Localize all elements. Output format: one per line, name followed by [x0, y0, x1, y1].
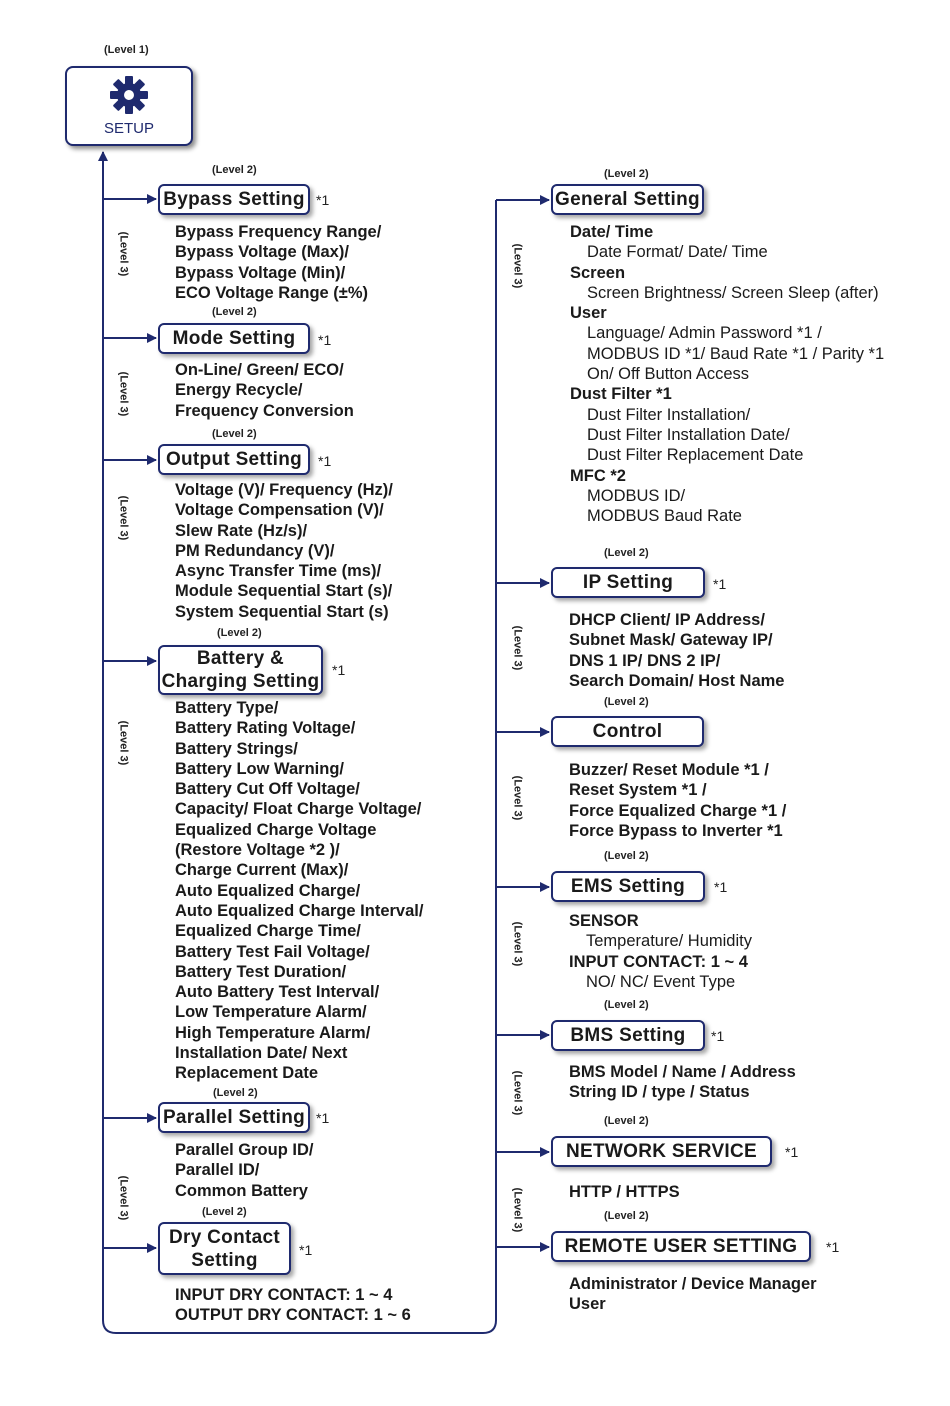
- level-2-label: (Level 2): [604, 850, 649, 862]
- dry-contact-setting-title-line: Setting: [191, 1249, 258, 1271]
- control-button[interactable]: [551, 716, 704, 747]
- bms-setting-footnote: *1: [711, 1028, 725, 1044]
- menu-item: Low Temperature Alarm/: [175, 1003, 367, 1022]
- level-2-label: (Level 2): [604, 696, 649, 708]
- menu-item: Date/ Time: [570, 223, 654, 241]
- battery-charging-setting-title-line: Charging Setting: [161, 671, 320, 692]
- control-items: [569, 760, 786, 841]
- menu-item: Module Sequential Start (s)/: [175, 582, 393, 601]
- remote-user-setting-items: [569, 1274, 817, 1315]
- menu-item: Common Battery: [175, 1181, 308, 1200]
- battery-charging-setting-items: [175, 698, 423, 1084]
- mode-setting-title-line: Mode Setting: [172, 328, 296, 349]
- menu-item: Energy Recycle/: [175, 381, 303, 400]
- menu-item: ECO Voltage Range (±%): [175, 283, 369, 302]
- level-2-label: (Level 2): [212, 306, 257, 318]
- menu-item: MODBUS ID/: [587, 486, 686, 505]
- gear-icon: [109, 75, 149, 115]
- menu-item: BMS Model / Name / Address: [569, 1063, 796, 1081]
- general-setting-button[interactable]: [551, 184, 704, 215]
- menu-item: Screen Brightness/ Screen Sleep (after): [587, 283, 879, 302]
- menu-item: SENSOR: [569, 912, 639, 930]
- menu-item: Bypass Voltage (Max)/: [175, 243, 349, 262]
- menu-item: Administrator / Device Manager: [569, 1275, 817, 1293]
- menu-item: Force Bypass to Inverter *1: [569, 821, 783, 840]
- output-setting-button[interactable]: [158, 444, 310, 475]
- dry-contact-setting-items: [175, 1285, 411, 1326]
- menu-item: Dust Filter Replacement Date: [587, 446, 804, 465]
- ip-setting-title-line: IP Setting: [582, 572, 674, 593]
- level-3-label: (Level 3): [511, 625, 524, 671]
- menu-item: Equalized Charge Voltage: [175, 820, 377, 839]
- setup-button[interactable]: [65, 66, 193, 146]
- level-2-label: (Level 2): [212, 164, 257, 176]
- level-2-label: (Level 2): [604, 547, 649, 559]
- menu-item: Voltage Compensation (V)/: [175, 501, 384, 520]
- battery-charging-setting-button[interactable]: [158, 645, 323, 695]
- menu-item: HTTP / HTTPS: [569, 1183, 680, 1201]
- menu-item: Dust Filter Installation/: [587, 405, 751, 424]
- mode-setting-footnote: *1: [318, 332, 332, 348]
- menu-item: Battery Test Duration/: [175, 962, 347, 981]
- menu-item: Charge Current (Max)/: [175, 861, 349, 880]
- ip-setting-button[interactable]: [551, 567, 705, 598]
- output-setting-items: [175, 480, 393, 622]
- menu-item: (Restore Voltage *2 )/: [175, 841, 340, 860]
- network-service-items: [569, 1182, 680, 1202]
- menu-item: OUTPUT DRY CONTACT: 1 ~ 6: [175, 1306, 411, 1325]
- menu-item: Battery Rating Voltage/: [175, 719, 356, 738]
- menu-item: Dust Filter Installation Date/: [587, 425, 790, 444]
- menu-item: Auto Equalized Charge/: [175, 881, 361, 900]
- menu-item: MODBUS Baud Rate: [587, 507, 742, 526]
- menu-item: Parallel Group ID/: [175, 1141, 314, 1159]
- ems-setting-items: [569, 911, 752, 992]
- level-3-label: (Level 3): [117, 720, 130, 766]
- menu-item: Battery Cut Off Voltage/: [175, 780, 360, 799]
- menu-item: Buzzer/ Reset Module *1 /: [569, 761, 769, 779]
- menu-item: Date Format/ Date/ Time: [587, 243, 768, 262]
- menu-item: Equalized Charge Time/: [175, 922, 361, 941]
- control-title-line: Control: [592, 721, 663, 742]
- remote-user-setting-title-line: REMOTE USER SETTING: [564, 1236, 798, 1257]
- level-3-label: (Level 3): [117, 1175, 130, 1221]
- menu-item: Battery Type/: [175, 699, 279, 717]
- output-setting-footnote: *1: [318, 453, 332, 469]
- setup-label: SETUP: [103, 120, 154, 137]
- menu-item: Temperature/ Humidity: [586, 932, 752, 951]
- menu-item: User: [569, 1295, 606, 1314]
- network-service-footnote: *1: [785, 1144, 799, 1160]
- menu-item: Battery Test Fail Voltage/: [175, 942, 370, 961]
- parallel-setting-footnote: *1: [316, 1110, 330, 1126]
- level-2-label: (Level 2): [212, 428, 257, 440]
- bypass-setting-title-line: Bypass Setting: [163, 189, 305, 210]
- level-2-label: (Level 2): [604, 999, 649, 1011]
- menu-item: Language/ Admin Password *1 /: [587, 324, 822, 343]
- ip-setting-items: [569, 610, 784, 691]
- level-2-label: (Level 2): [202, 1206, 247, 1218]
- network-service-button[interactable]: [551, 1136, 772, 1167]
- level-2-label: (Level 2): [217, 627, 262, 639]
- ems-setting-footnote: *1: [714, 879, 728, 895]
- level-3-label: (Level 3): [117, 231, 130, 277]
- menu-item: Parallel ID/: [175, 1161, 260, 1180]
- bms-setting-title-line: BMS Setting: [570, 1025, 686, 1046]
- menu-item: Frequency Conversion: [175, 401, 354, 420]
- menu-item: Slew Rate (Hz/s)/: [175, 521, 308, 540]
- network-service-title-line: NETWORK SERVICE: [565, 1141, 757, 1162]
- menu-item: Dust Filter *1: [570, 385, 672, 404]
- level-3-label: (Level 3): [511, 243, 524, 289]
- level-1-label: (Level 1): [104, 44, 149, 56]
- dry-contact-setting-footnote: *1: [299, 1242, 313, 1258]
- parallel-setting-button[interactable]: [158, 1102, 310, 1133]
- level-3-label: (Level 3): [511, 775, 524, 821]
- menu-item: High Temperature Alarm/: [175, 1023, 371, 1042]
- menu-item: Auto Battery Test Interval/: [175, 983, 380, 1002]
- menu-item: NO/ NC/ Event Type: [586, 972, 736, 991]
- battery-charging-setting-title-line: Battery &: [196, 648, 285, 669]
- menu-item: Force Equalized Charge *1 /: [569, 801, 787, 820]
- menu-item: On/ Off Button Access: [587, 365, 750, 384]
- parallel-setting-items: [175, 1140, 313, 1201]
- bypass-setting-items: [175, 222, 381, 303]
- menu-item: Auto Equalized Charge Interval/: [175, 901, 424, 920]
- bypass-setting-button[interactable]: [158, 184, 310, 215]
- level-3-label: (Level 3): [511, 1070, 524, 1116]
- level-3-label: (Level 3): [117, 371, 130, 417]
- mode-setting-items: [175, 360, 354, 421]
- menu-item: MODBUS ID *1/ Baud Rate *1 / Parity *1: [587, 344, 885, 363]
- menu-item: INPUT DRY CONTACT: 1 ~ 4: [175, 1286, 393, 1304]
- menu-item: User: [570, 304, 607, 323]
- ip-setting-footnote: *1: [713, 576, 727, 592]
- battery-charging-setting-footnote: *1: [332, 662, 346, 678]
- menu-item: Subnet Mask/ Gateway IP/: [569, 631, 773, 650]
- menu-item: System Sequential Start (s): [175, 602, 389, 621]
- bms-setting-items: [569, 1062, 796, 1103]
- menu-item: MFC *2: [570, 466, 626, 485]
- bms-setting-button[interactable]: [551, 1020, 705, 1051]
- level-2-label: (Level 2): [604, 168, 649, 180]
- ems-setting-button[interactable]: [551, 871, 705, 902]
- menu-item: Search Domain/ Host Name: [569, 671, 785, 690]
- bypass-setting-footnote: *1: [316, 192, 330, 208]
- mode-setting-button[interactable]: [158, 323, 310, 354]
- menu-item: PM Redundancy (V)/: [175, 541, 335, 560]
- level-3-label: (Level 3): [511, 921, 524, 967]
- menu-item: On-Line/ Green/ ECO/: [175, 361, 344, 379]
- level-3-label: (Level 3): [117, 495, 130, 541]
- level-2-label: (Level 2): [213, 1087, 258, 1099]
- menu-item: Installation Date/ Next: [175, 1044, 348, 1063]
- general-setting-items: [570, 222, 884, 526]
- dry-contact-setting-title-line: Dry Contact: [169, 1226, 280, 1248]
- menu-item: Async Transfer Time (ms)/: [175, 562, 382, 581]
- menu-item: DHCP Client/ IP Address/: [569, 611, 765, 629]
- parallel-setting-title-line: Parallel Setting: [162, 1107, 306, 1128]
- menu-item: Bypass Frequency Range/: [175, 223, 382, 241]
- general-setting-title-line: General Setting: [555, 189, 700, 210]
- menu-item: Screen: [570, 263, 626, 282]
- menu-item: Voltage (V)/ Frequency (Hz)/: [175, 481, 393, 499]
- dry-contact-setting-button[interactable]: [158, 1222, 291, 1275]
- remote-user-setting-footnote: *1: [826, 1239, 840, 1255]
- menu-item: Battery Strings/: [175, 739, 298, 758]
- menu-item: INPUT CONTACT: 1 ~ 4: [569, 952, 748, 971]
- menu-item: Replacement Date: [175, 1064, 319, 1083]
- menu-item: String ID / type / Status: [569, 1083, 750, 1102]
- menu-item: DNS 1 IP/ DNS 2 IP/: [569, 651, 721, 670]
- menu-item: Capacity/ Float Charge Voltage/: [175, 800, 422, 819]
- remote-user-setting-button[interactable]: [551, 1231, 811, 1262]
- level-3-label: (Level 3): [511, 1187, 524, 1233]
- menu-item: Battery Low Warning/: [175, 759, 344, 778]
- output-setting-title-line: Output Setting: [165, 449, 303, 470]
- menu-item: Reset System *1 /: [569, 781, 707, 800]
- menu-item: Bypass Voltage (Min)/: [175, 263, 346, 282]
- level-2-label: (Level 2): [604, 1210, 649, 1222]
- level-2-label: (Level 2): [604, 1115, 649, 1127]
- ems-setting-title-line: EMS Setting: [570, 876, 686, 897]
